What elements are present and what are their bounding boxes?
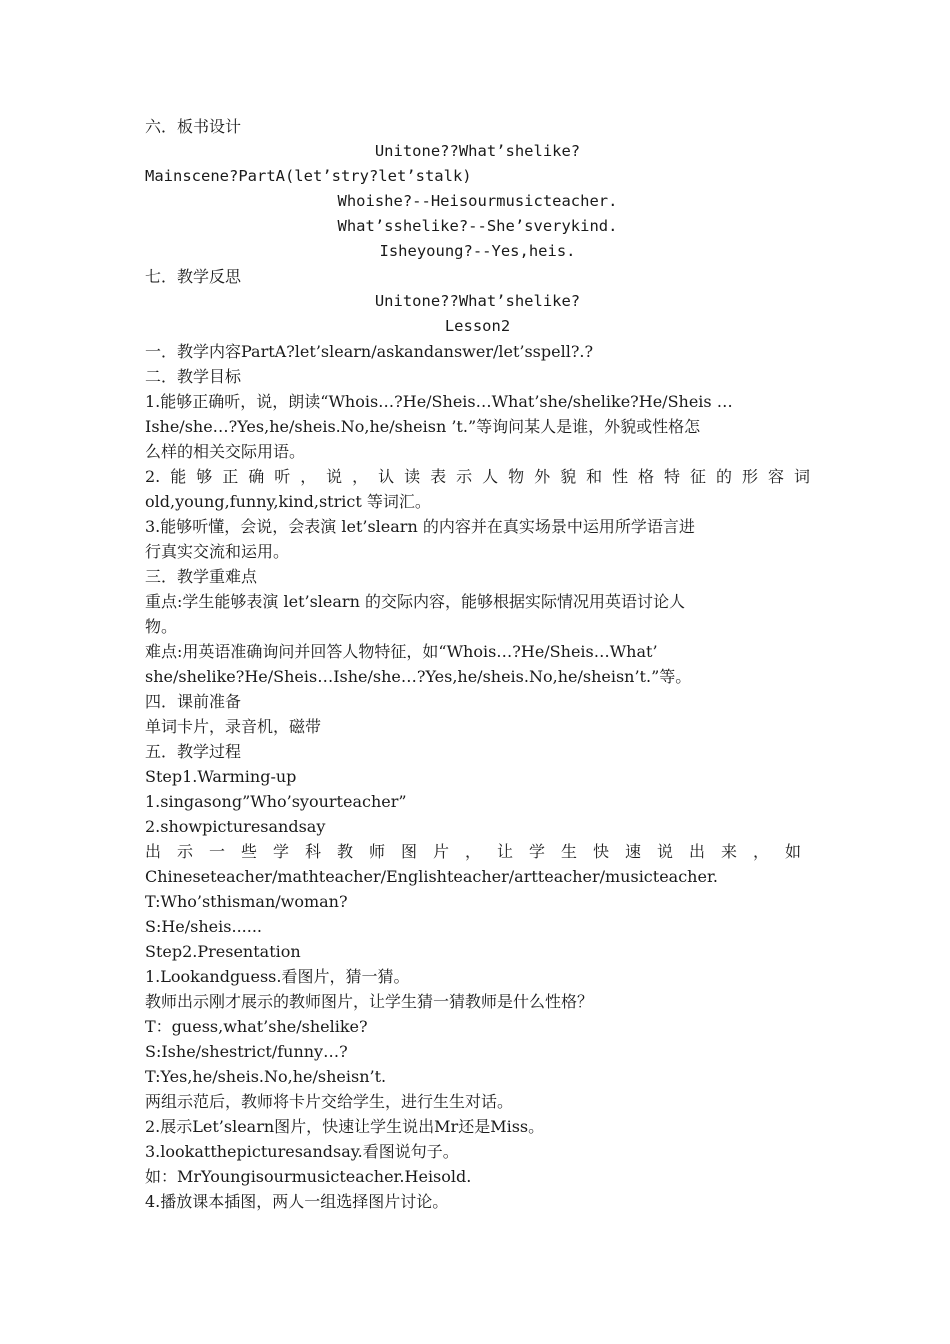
section-heading-objectives: 二．教学目标 <box>145 367 242 386</box>
unit-title: Unitone??What’shelike? <box>374 292 581 310</box>
section-heading-reflection: 七．教学反思 <box>145 267 242 286</box>
section-heading-preparation: 四．课前准备 <box>145 692 242 711</box>
board-unit-title: Unitone??What’shelike? <box>374 142 581 160</box>
preparation-items: 单词卡片，录音机，磁带 <box>145 717 322 736</box>
section-content: 一．教学内容PartA?let’slearn/askandanswer/let’sspell?.? <box>145 342 594 361</box>
step-2-item-4: 4.播放课本插图，两人一组选择图片讨论。 <box>145 1192 449 1211</box>
step-2-item-2: 2.展示Let’slearn图片，快速让学生说出Mr还是Miss。 <box>145 1117 545 1136</box>
key-point-line-2: 物。 <box>145 617 178 636</box>
board-main-scene: Mainscene?PartA(let’stry?let’stalk) <box>145 167 472 185</box>
board-line-whoishe: Whoishe?--Heisourmusicteacher. <box>337 192 618 210</box>
step-2-item-1: 1.Lookandguess.看图片，猜一猜。 <box>145 967 410 986</box>
step-2-heading: Step2.Presentation <box>145 942 301 961</box>
step-1-heading: Step1.Warming-up <box>145 767 297 786</box>
section-heading-procedure: 五．教学过程 <box>145 742 242 761</box>
step-2-pair-work: 两组示范后，教师将卡片交给学生，进行生生对话。 <box>145 1092 514 1111</box>
section-heading-key-points: 三．教学重难点 <box>145 567 258 586</box>
board-line-whatsshelike: What’sshelike?--She’sverykind. <box>337 217 618 235</box>
step-2-example: 如：MrYoungisourmusicteacher.Heisold. <box>145 1167 472 1186</box>
step-1-item-2: 2.showpicturesandsay <box>145 817 326 836</box>
step-2-instruction: 教师出示刚才展示的教师图片，让学生猜一猜教师是什么性格？ <box>145 992 594 1011</box>
dialogue-teacher-2: T：guess,what’she/shelike? <box>145 1017 368 1036</box>
objective-3-line-2: 行真实交流和运用。 <box>145 542 290 561</box>
difficult-point-line-2: she/shelike?He/Sheis…Ishe/she…?Yes,he/sheis.No,he/sheisn’t.”等。 <box>145 667 692 686</box>
dialogue-teacher-3: T:Yes,he/sheis.No,he/sheisn’t. <box>145 1067 387 1086</box>
lesson-title: Lesson2 <box>444 317 511 335</box>
objective-1-line-1: 1.能够正确听，说，朗读“Whois…?He/Sheis…What’she/shelike?He/Sheis … <box>145 392 733 411</box>
difficult-point-line-1: 难点:用英语准确询问并回答人物特征，如“Whois…?He/Sheis…What’ <box>145 642 658 661</box>
objective-3-line-1: 3.能够听懂，会说，会表演 let’slearn 的内容并在真实场景中运用所学语言进 <box>145 517 695 536</box>
step-1-item-1: 1.singasong”Who’syourteacher” <box>145 792 407 811</box>
key-point-line-1: 重点:学生能够表演 let’slearn 的交际内容，能够根据实际情况用英语讨论人 <box>145 592 685 611</box>
step-2-item-3: 3.lookatthepicturesandsay.看图说句子。 <box>145 1142 459 1161</box>
dialogue-student-2: S:Ishe/shestrict/funny…? <box>145 1042 348 1061</box>
step-1-teacher-list: Chineseteacher/mathteacher/Englishteacher/artteacher/musicteacher. <box>145 867 718 886</box>
objective-1-line-3: 么样的相关交际用语。 <box>145 442 306 461</box>
objective-2-line-1: 2.能够正确听，说，认读表示人物外貌和性格特征的形容词 <box>145 467 810 486</box>
board-line-isheyoung: Isheyoung?--Yes,heis. <box>379 242 576 260</box>
dialogue-student-1: S:He/sheis...... <box>145 917 262 936</box>
section-heading-board-design: 六．板书设计 <box>145 117 242 136</box>
objective-2-line-2: old,young,funny,kind,strict 等词汇。 <box>145 492 431 511</box>
step-1-instruction: 出示一些学科教师图片，让学生快速说出来，如 <box>145 842 810 861</box>
dialogue-teacher-1: T:Who’sthisman/woman? <box>145 892 348 911</box>
objective-1-line-2: Ishe/she…?Yes,he/sheis.No,he/sheisn ’t.”等询问某人是谁，外貌或性格怎 <box>145 417 701 436</box>
